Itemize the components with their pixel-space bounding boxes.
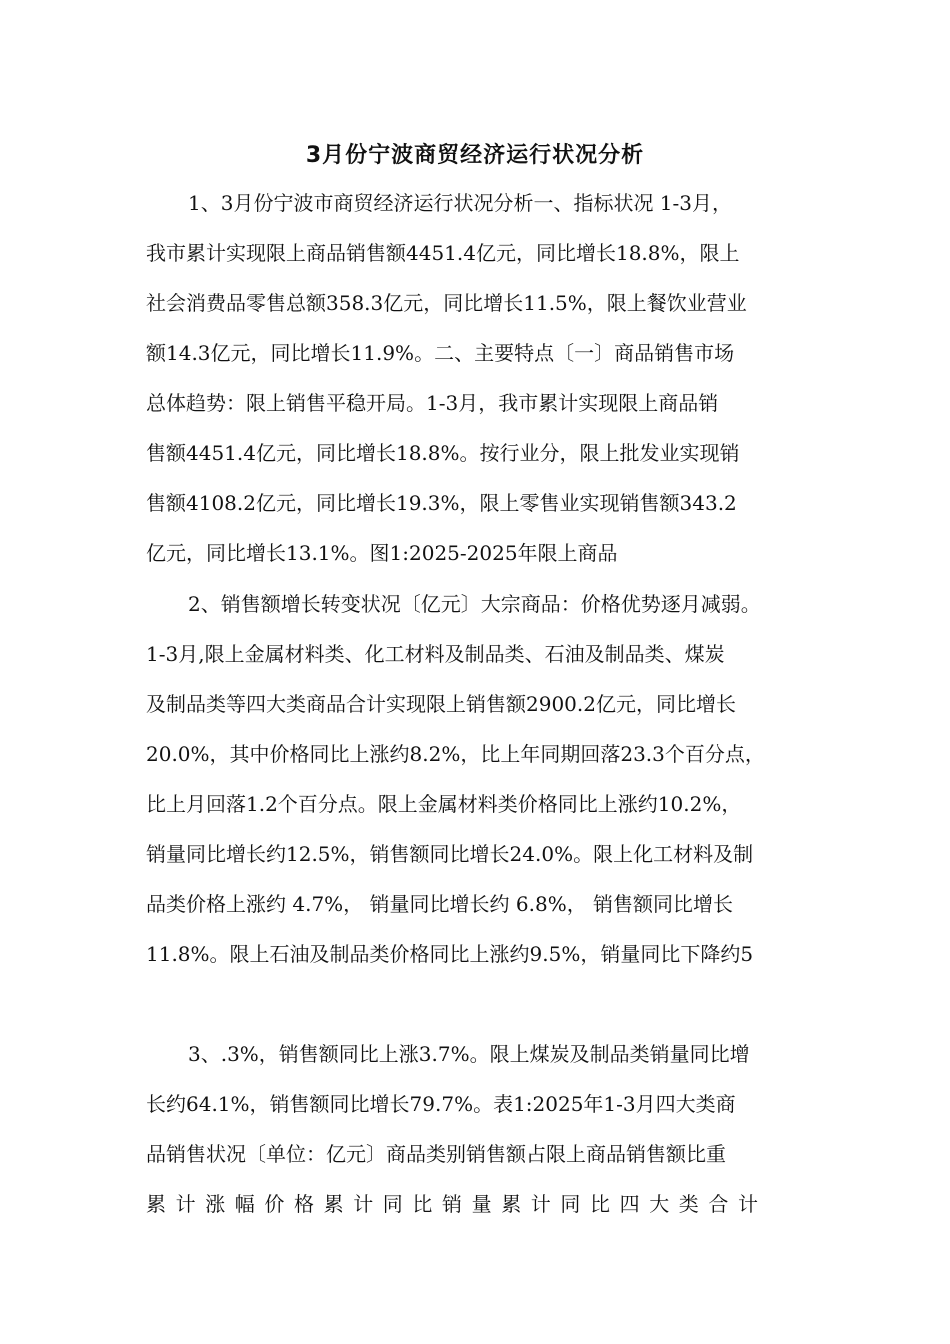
paragraph-line: 销量同比增长约12.5%，销售额同比增长24.0%。限上化工材料及制	[146, 842, 754, 866]
paragraph-line: 总体趋势：限上销售平稳开局。1-3月，我市累计实现限上商品销	[146, 391, 719, 415]
paragraph-line: 品销售状况〔单位：亿元〕商品类别销售额占限上商品销售额比重	[146, 1142, 726, 1166]
document-title: 3月份宁波商贸经济运行状况分析	[305, 143, 645, 168]
paragraph-line: 及制品类等四大类商品合计实现限上销售额2900.2亿元，同比增长	[146, 692, 736, 716]
paragraph-line: 品类价格上涨约 4.7%， 销量同比增长约 6.8%， 销售额同比增长	[146, 892, 734, 916]
paragraph-line: 售额4451.4亿元，同比增长18.8%。按行业分，限上批发业实现销	[146, 441, 740, 465]
paragraph-line: 长约64.1%，销售额同比增长79.7%。表1:2025年1-3月四大类商	[146, 1092, 736, 1116]
paragraph-line: 2、销售额增长转变状况〔亿元〕大宗商品：价格优势逐月减弱。	[188, 592, 761, 616]
paragraph-line: 1、3月份宁波市商贸经济运行状况分析一、指标状况 1-3月，	[188, 191, 733, 215]
paragraph-line: 售额4108.2亿元，同比增长19.3%，限上零售业实现销售额343.2	[146, 491, 737, 515]
paragraph-line: 11.8%。限上石油及制品类价格同比上涨约9.5%，销量同比下降约5	[146, 942, 754, 966]
paragraph-line: 1-3月,限上金属材料类、化工材料及制品类、石油及制品类、煤炭	[146, 642, 725, 666]
paragraph-line: 3、.3%，销售额同比上涨3.7%。限上煤炭及制品类销量同比增	[188, 1042, 750, 1066]
paragraph-line: 比上月回落1.2个百分点。限上金属材料类价格同比上涨约10.2%，	[146, 792, 742, 816]
paragraph-line: 20.0%，其中价格同比上涨约8.2%，比上年同期回落23.3个百分点，	[146, 742, 765, 766]
paragraph-line: 我市累计实现限上商品销售额4451.4亿元，同比增长18.8%，限上	[146, 241, 740, 265]
paragraph-line: 额14.3亿元，同比增长11.9%。二、主要特点〔一〕商品销售市场	[146, 341, 735, 365]
paragraph-line: 亿元，同比增长13.1%。图1:2025-2025年限上商品	[146, 541, 618, 565]
paragraph-line: 社会消费品零售总额358.3亿元，同比增长11.5%，限上餐饮业营业	[146, 291, 747, 315]
paragraph-line: 累计涨幅价格累计同比销量累计同比四大类合计	[146, 1192, 768, 1216]
